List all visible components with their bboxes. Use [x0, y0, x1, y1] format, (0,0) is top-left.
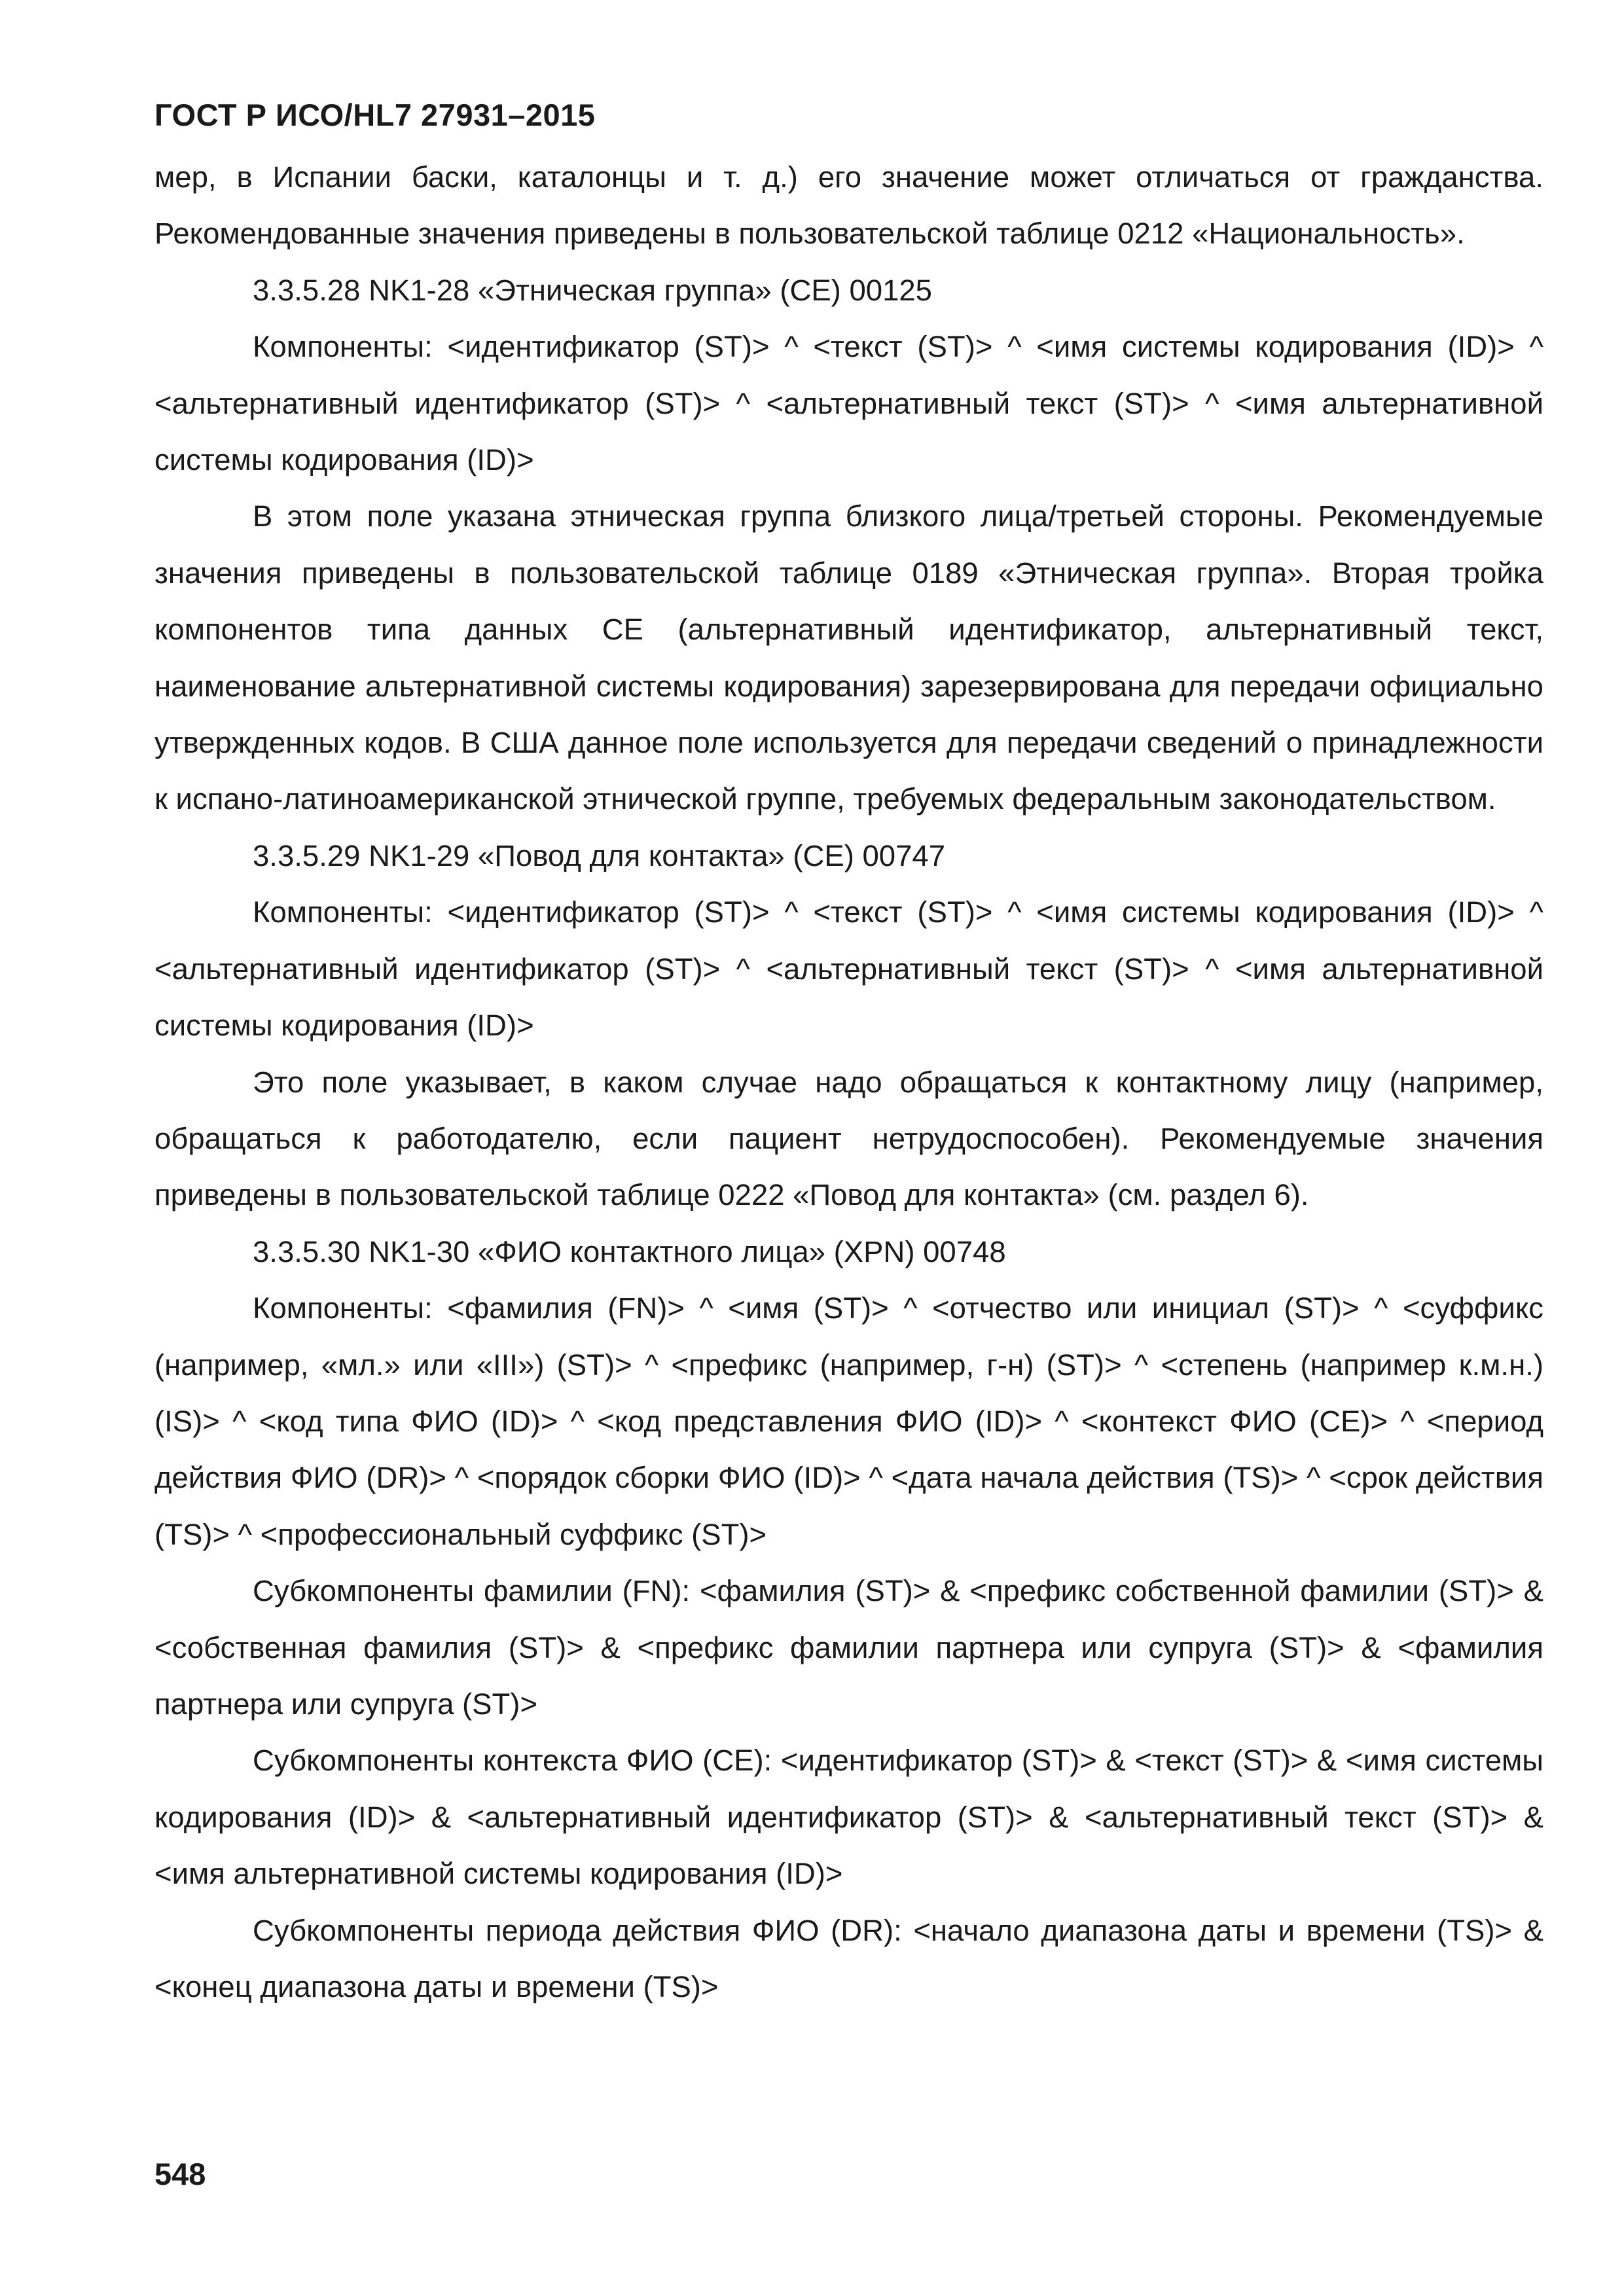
section-heading-nk1-29: 3.3.5.29 NK1-29 «Повод для контакта» (CE) 00747: [253, 838, 946, 872]
paragraph-fn-subcomponents: Субкомпоненты фамилии (FN): <фамилия (ST)> & <префикс собственной фамилии (ST)> & <собственная фамилия (ST)> & <префикс фамилии партнера или супруга (ST)> & <фамилия партнера или супруга (ST)>: [154, 1574, 1543, 1721]
paragraph-ce-subcomponents: Субкомпоненты контекста ФИО (CE): <идентификатор (ST)> & <текст (ST)> & <имя системы кодирования (ID)> & <альтернативный идентификатор (ST)> & <альтернативный текст (ST)> & <имя альтернативной системы кодирования (ID)>: [154, 1744, 1543, 1891]
paragraph-nk1-28-components: Компоненты: <идентификатор (ST)> ^ <текст (ST)> ^ <имя системы кодирования (ID)> ^ <альтернативный идентификатор (ST)> ^ <альтернативный текст (ST)> ^ <имя альтернативной системы кодирования (ID)>: [154, 330, 1543, 477]
page-body: [154, 149, 1543, 2015]
paragraph-nk1-30-components: Компоненты: <фамилия (FN)> ^ <имя (ST)> ^ <отчество или инициал (ST)> ^ <суффикс (например, «мл.» или «III») (ST)> ^ <префикс (например, г-н) (ST)> ^ <степень (например к.м.н.) (IS)> ^ <код типа ФИО (ID)> ^ <код представления ФИО (ID)> ^ <контекст ФИО (CE)> ^ <период действия ФИО (DR)> ^ <порядок сборки ФИО (ID)> ^ <дата начала действия (TS)> ^ <срок действия (TS)> ^ <профессиональный суффикс (ST)>: [154, 1291, 1543, 1551]
section-heading-nk1-28: 3.3.5.28 NK1-28 «Этническая группа» (CE) 00125: [253, 273, 932, 307]
paragraph-nk1-28-description: В этом поле указана этническая группа близкого лица/третьей стороны. Рекомендуемые значения приведены в пользовательской таблице 0189 «Этническая группа». Вторая тройка компонентов типа данных CE (альтернативный идентификатор, альтернативный текст, наименование альтернативной системы кодирования) зарезервирована для передачи официально утвержденных кодов. В США данное поле используется для передачи сведений о принадлежности к испано-латиноамериканской этнической группе, требуемых федеральным законодательством.: [154, 499, 1543, 816]
section-heading-nk1-30: 3.3.5.30 NK1-30 «ФИО контактного лица» (XPN) 00748: [253, 1234, 1006, 1268]
paragraph-nk1-29-description: Это поле указывает, в каком случае надо обращаться к контактному лицу (например, обращаться к работодателю, если пациент нетрудоспособен). Рекомендуемые значения приведены в пользовательской таблице 0222 «Повод для контакта» (см. раздел 6).: [154, 1065, 1543, 1212]
page-header-standard-id: ГОСТ Р ИСО/HL7 27931–2015: [154, 98, 596, 132]
paragraph-dr-subcomponents: Субкомпоненты периода действия ФИО (DR): <начало диапазона даты и времени (TS)> & <конец диапазона даты и времени (TS)>: [154, 1913, 1543, 2003]
page-number: 548: [154, 2157, 206, 2191]
paragraph-continuation: мер, в Испании баски, каталонцы и т. д.) его значение может отличаться от гражданства. Рекомендованные значения приведены в пользовательской таблице 0212 «Национальность».: [154, 160, 1543, 251]
paragraph-nk1-29-components: Компоненты: <идентификатор (ST)> ^ <текст (ST)> ^ <имя системы кодирования (ID)> ^ <альтернативный идентификатор (ST)> ^ <альтернативный текст (ST)> ^ <имя альтернативной системы кодирования (ID)>: [154, 895, 1543, 1043]
